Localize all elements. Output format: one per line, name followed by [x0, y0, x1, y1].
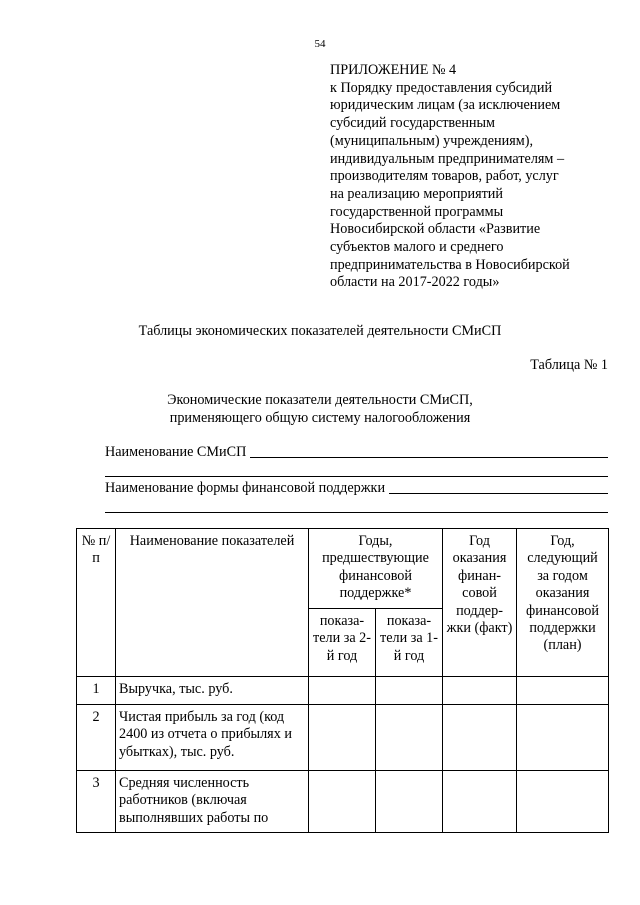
row-name: Средняя численность работников (включая выполнявших работы по — [116, 771, 309, 833]
support-form-field[interactable] — [105, 480, 608, 497]
appendix-header — [330, 62, 620, 292]
header-year-support: Год оказания финан-совой поддер-жки (факт) — [443, 529, 517, 677]
header-year2: показа-тели за 2-й год — [309, 609, 376, 677]
table-heading-line: применяющего общую систему налогообложения — [169, 409, 471, 426]
appendix-line: на реализацию мероприятий — [330, 185, 503, 202]
cell-year1[interactable] — [376, 705, 443, 771]
cell-year-next[interactable] — [517, 771, 609, 833]
cell-year-support[interactable] — [443, 677, 517, 705]
appendix-line: субъектов малого и среднего — [330, 239, 504, 256]
cell-year1[interactable] — [376, 771, 443, 833]
header-years-before: Годы, предшествующие финансовой поддержке* — [309, 529, 443, 609]
table-row — [77, 677, 609, 705]
appendix-line: ПРИЛОЖЕНИЕ № 4 — [330, 62, 457, 78]
cell-year2[interactable] — [309, 705, 376, 771]
smisp-name-field[interactable] — [105, 444, 608, 461]
cell-year2[interactable] — [309, 677, 376, 705]
appendix-line: производителям товаров, работ, услуг — [330, 168, 559, 185]
row-num: 3 — [77, 771, 116, 833]
support-form-continuation-line[interactable] — [105, 512, 608, 513]
header-year1: показа-тели за 1-й год — [376, 609, 443, 677]
appendix-line: предпринимательства в Новосибирской — [330, 256, 570, 273]
appendix-line: индивидуальным предпринимателям – — [330, 150, 565, 167]
cell-year1[interactable] — [376, 677, 443, 705]
table-row — [77, 705, 609, 771]
cell-year-support[interactable] — [443, 771, 517, 833]
tables-title: Таблицы экономических показателей деятельности СМиСП — [138, 323, 502, 339]
smisp-name-label: Наименование СМиСП — [105, 444, 247, 460]
cell-year-next[interactable] — [517, 677, 609, 705]
support-form-label: Наименование формы финансовой поддержки — [105, 480, 386, 496]
page-number: 54 — [314, 38, 326, 50]
cell-year2[interactable] — [309, 771, 376, 833]
support-form-line[interactable] — [389, 492, 608, 494]
cell-year-next[interactable] — [517, 705, 609, 771]
header-num: № п/п — [77, 529, 116, 677]
table-heading — [0, 392, 640, 427]
appendix-line: государственной программы — [330, 203, 504, 220]
row-name: Чистая прибыль за год (код 2400 из отчета о прибылях и убытках), тыс. руб. — [116, 705, 309, 771]
row-num: 1 — [77, 677, 116, 705]
indicators-table — [76, 528, 609, 833]
appendix-line: (муниципальным) учреждениям), — [330, 132, 534, 149]
header-year-next: Год, следующий за годом оказания финансовой поддержки (план) — [517, 529, 609, 677]
appendix-line: Новосибирской области «Развитие — [330, 221, 541, 238]
table-number: Таблица № 1 — [530, 357, 608, 373]
row-name: Выручка, тыс. руб. — [116, 677, 309, 705]
smisp-name-line[interactable] — [250, 456, 608, 458]
header-name: Наименование показателей — [116, 529, 309, 677]
appendix-line: к Порядку предоставления субсидий — [330, 79, 553, 96]
appendix-line: области на 2017-2022 годы» — [330, 274, 500, 291]
appendix-line: субсидий государственным — [330, 115, 496, 132]
table-heading-line: Экономические показатели деятельности СМиСП, — [167, 392, 473, 408]
cell-year-support[interactable] — [443, 705, 517, 771]
table-row — [77, 771, 609, 833]
smisp-name-continuation-line[interactable] — [105, 476, 608, 477]
appendix-line: юридическим лицам (за исключением — [330, 97, 561, 114]
row-num: 2 — [77, 705, 116, 771]
